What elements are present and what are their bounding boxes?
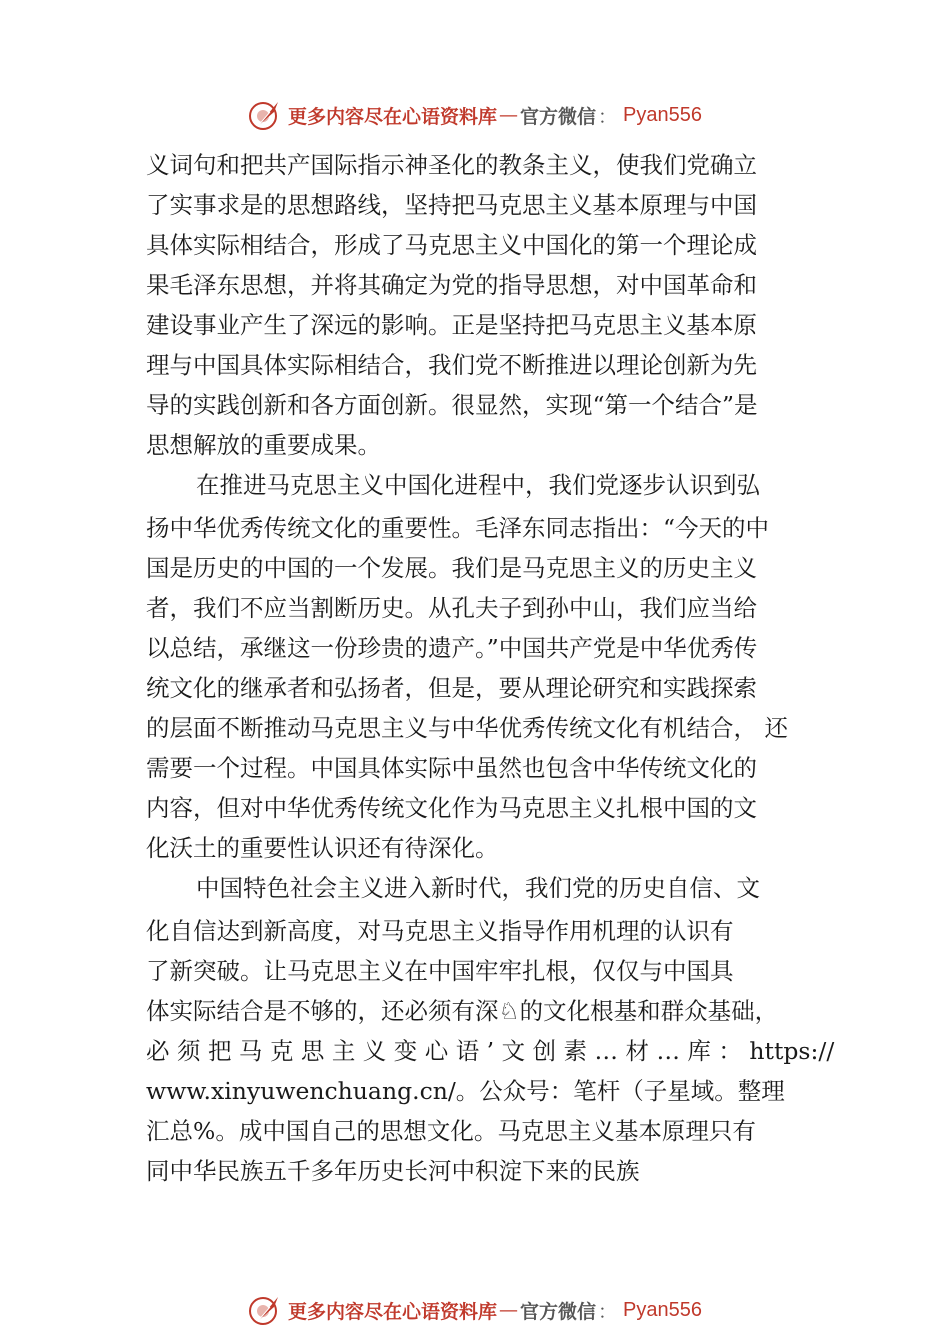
- text-line: 扬中华优秀传统文化的重要性。毛泽东同志指出：“今天的中: [146, 514, 770, 542]
- document-body: [146, 145, 835, 1191]
- text-line: 思想解放的重要成果。: [146, 431, 381, 459]
- header-wechat-id: Pyan556: [623, 103, 702, 126]
- header-dash: —: [499, 104, 518, 126]
- text-line: 理与中国具体实际相结合，我们党不断推进以理论创新为先: [146, 351, 757, 379]
- text-line: www.xinyuwenchuang.cn/。公众号：笔杆（子星域。整理: [146, 1077, 785, 1105]
- footer-dash: —: [499, 1299, 518, 1321]
- text-line: 了新突破。让马克思主义在中国牢牢扎根，仅仅与中国具: [146, 957, 734, 985]
- text-line: 建设事业产生了深远的影响。正是坚持把马克思主义基本原: [146, 311, 757, 339]
- footer-colon: ：: [598, 1300, 618, 1323]
- footer-banner: [0, 1290, 950, 1330]
- text-line: 了实事求是的思想路线，坚持把马克思主义基本原理与中国: [146, 191, 757, 219]
- text-line: 义词句和把共产国际指示神圣化的教条主义，使我们党确立: [146, 151, 757, 179]
- text-line: 者，我们不应当割断历史。从孔夫子到孙中山，我们应当给: [146, 594, 757, 622]
- text-line: 导的实践创新和各方面创新。很显然，实现“第一个结合”是: [146, 391, 758, 419]
- text-line: 体实际结合是不够的，还必须有深♘的文化根基和群众基础，: [146, 997, 779, 1025]
- text-line: 化自信达到新高度，对马克思主义指导作用机理的认识有: [146, 917, 734, 945]
- text-line: 化沃土的重要性认识还有待深化。: [146, 834, 499, 862]
- text-line: 需要一个过程。中国具体实际中虽然也包含中华传统文化的: [146, 754, 757, 782]
- text-line: 以总结，承继这一份珍贵的遗产。”中国共产党是中华优秀传: [146, 634, 758, 662]
- paragraph-start-line: 在推进马克思主义中国化进程中，我们党逐步认识到弘: [196, 471, 760, 499]
- quill-logo-icon: [248, 1293, 282, 1327]
- header-title: 更多内容尽在心语资料库: [287, 105, 497, 128]
- text-line: 内容，但对中华优秀传统文化作为马克思主义扎根中国的文: [146, 794, 757, 822]
- header-colon: ：: [598, 105, 618, 128]
- text-line: 同中华民族五千多年历史长河中积淀下来的民族: [146, 1157, 640, 1185]
- footer-title: 更多内容尽在心语资料库: [287, 1300, 497, 1323]
- header-subtitle: 官方微信: [520, 105, 597, 128]
- text-line: 统文化的继承者和弘扬者，但是，要从理论研究和实践探索: [146, 674, 757, 702]
- text-line: 汇总%。成中国自己的思想文化。马克思主义基本原理只有: [146, 1117, 756, 1145]
- header-banner: [0, 95, 950, 135]
- paragraph-start-line: 中国特色社会主义进入新时代，我们党的历史自信、文: [196, 874, 760, 902]
- footer-subtitle: 官方微信: [520, 1300, 597, 1323]
- text-line: 具体实际相结合，形成了马克思主义中国化的第一个理论成: [146, 231, 757, 259]
- text-line: 国是历史的中国的一个发展。我们是马克思主义的历史主义: [146, 554, 757, 582]
- text-line: 果毛泽东思想，并将其确定为党的指导思想，对中国革命和: [146, 271, 757, 299]
- quill-logo-icon: [248, 98, 282, 132]
- footer-wechat-id: Pyan556: [623, 1298, 702, 1321]
- text-line: 必 须 把 马 克 思 主 义 变 心 语 ’ 文 创 素 … 材 … 库 ： https://: [146, 1037, 835, 1065]
- text-line: 的层面不断推动马克思主义与中华优秀传统文化有机结合， 还: [146, 714, 788, 742]
